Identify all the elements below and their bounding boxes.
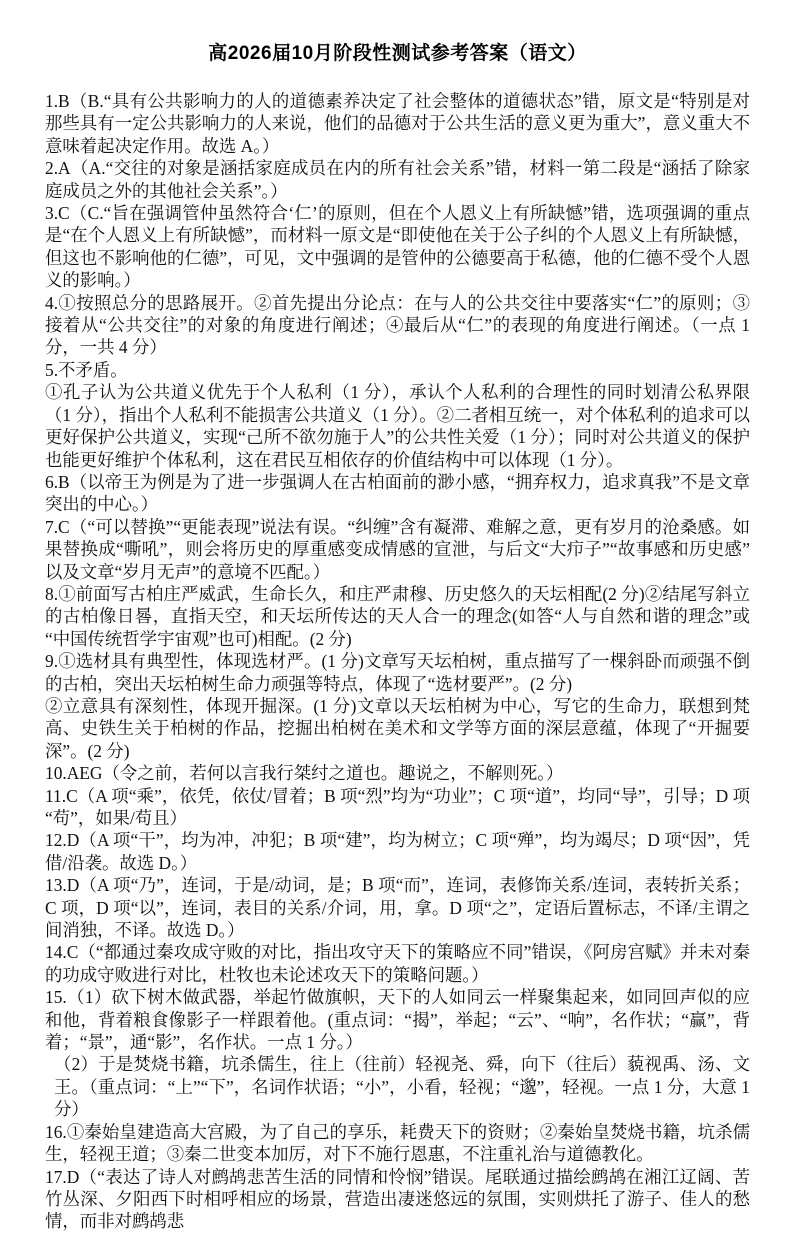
answer-q14: 14.C（“都通过秦攻成守败的对比，指出攻守天下的策略应不同”错误，《阿房宫赋》并未对秦的功成守败进行对比，杜牧也未论述攻天下的策略问题。） [45, 942, 750, 985]
answer-q15-part2: （2）于是焚烧书籍，坑杀儒生，往上（往前）轻视尧、舜，向下（往后）藐视禹、汤、文王。（重点词：“上”“下”，名词作状语；“小”，小看，轻视；“邈”，轻视。一点 1 分，大意 1 分） [54, 1054, 750, 1120]
answer-q3: 3.C（C.“旨在强调管仲虽然符合‘仁’的原则，但在个人恩义上有所缺憾”错，选项强调的重点是“在个人恩义上有所缺憾”，而材料一原文是“即使他在关于公子纠的个人恩义上有所缺憾，但这也不影响他的仁德”，可见，文中强调的是管仲的公德要高于私德，他的仁德不受个人恩义的影响。） [45, 203, 750, 291]
answer-q7: 7.C（“可以替换”“更能表现”说法有误。“纠缠”含有凝滞、难解之意，更有岁月的沧桑感。如果替换成“嘶吼”，则会将历史的厚重感变成情感的宣泄，与后文“大疖子”“故事感和历史感”以及文章“岁月无声”的意境不匹配。） [45, 516, 750, 582]
answer-q5: 5.不矛盾。 [45, 359, 128, 380]
answer-q4: 4.①按照总分的思路展开。②首先提出分论点：在与人的公共交往中要落实“仁”的原则；③接着从“公共交往”的对象的角度进行阐述；④最后从“仁”的表现的角度进行阐述。（一点 1 分，一共 4 分） [45, 292, 750, 358]
answer-q1: 1.B（B.“具有公共影响力的人的道德素养决定了社会整体的道德状态”错，原文是“特别是对那些具有一定公共影响力的人来说，他们的品德对于公共生活的意义更为重大”，意义重大不意味着起决定作用。故选 A。） [45, 91, 750, 156]
answer-q11: 11.C（A 项“乘”，依凭，依仗/冒着；B 项“烈”均为“功业”；C 项“道”，均同“导”，引导；D 项“苟”，如果/苟且） [45, 785, 750, 828]
answer-q17: 17.D（“表达了诗人对鹧鸪悲苦生活的同情和怜悯”错误。尾联通过描绘鹧鸪在湘江辽阔、苦竹丛深、夕阳西下时相呼相应的场景，营造出凄迷悠远的氛围，实则烘托了游子、佳人的愁情，而非对鹧鸪悲 [45, 1166, 750, 1232]
answer-q10: 10.AEG（令之前，若何以言我行桀纣之道也。趣说之，不解则死。） [45, 763, 564, 784]
answer-list [45, 90, 750, 1233]
answer-q9-point2: ②立意具有深刻性，体现开掘深。(1 分)文章以天坛柏树为中心，写它的生命力，联想到梵高、史铁生关于柏树的作品，挖掘出柏树在美术和文学等方面的深层意蕴，体现了“开掘要深”。(2 分) [45, 695, 750, 761]
answer-q16: 16.①秦始皇建造高大宫殿，为了自己的享乐，耗费天下的资财；②秦始皇焚烧书籍，坑杀儒生，轻视王道；③秦二世变本加厉，对下不施行恩惠，不注重礼治与道德教化。 [45, 1121, 750, 1165]
answer-q9-point1: 9.①选材具有典型性，体现选材严。(1 分)文章写天坛柏树，重点描写了一棵斜卧而顽强不倒的古柏，突出天坛柏树生命力顽强等特点，体现了“选材要严”。(2 分) [45, 651, 750, 694]
answer-q6: 6.B（以帝王为例是为了进一步强调人在古柏面前的渺小感，“拥弃权力，追求真我”不是文章突出的中心。） [45, 471, 750, 515]
answer-q5-detail: ①孔子认为公共道义优先于个人私利（1 分），承认个人私利的合理性的同时划清公私界限（1 分），指出个人私利不能损害公共道义（1 分）。②二者相互统一，对个体私利的追求可以更好保护公共道义，实现“己所不欲勿施于人”的公共性关爱（1 分）；同时对公共道义的保护也能更好维护个体私利，这在君民互相依存的价值结构中可以体现（1 分）。 [45, 382, 750, 470]
answer-q15-part1: 15.（1）砍下树木做武器，举起竹做旗帜，天下的人如同云一样聚集起来，如同回声似的应和他，背着粮食像影子一样跟着他。(重点词：“揭”，举起；“云”、“响”，名作状；“赢”，背着；“景”，通“影”，名作状。一点 1 分。） [45, 987, 750, 1053]
page-title: 高2026届10月阶段性测试参考答案（语文） [208, 43, 587, 64]
answer-q2: 2.A（A.“交往的对象是涵括家庭成员在内的所有社会关系”错，材料一第二段是“涵括了除家庭成员之外的其他社会关系”。） [45, 158, 750, 201]
answer-q8: 8.①前面写古柏庄严威武，生命长久，和庄严肃穆、历史悠久的天坛相配(2 分)②结尾写斜立的古柏像日晷，直指天空，和天坛所传达的天人合一的理念(如答“人与自然和谐的理念”或“中国传统哲学宇宙观”也可)相配。(2 分) [45, 583, 750, 649]
answer-q13: 13.D（A 项“乃”，连词，于是/动词，是；B 项“而”，连词，表修饰关系/连词，表转折关系；C 项，D 项“以”，连词，表目的关系/介词，用，拿。D 项“之”，定语后置标志，不译/主谓之间消独，不译。故选 D。） [45, 875, 750, 941]
answer-q12: 12.D（A 项“干”，均为冲，冲犯；B 项“建”，均为树立；C 项“殚”，均为竭尽；D 项“因”，凭借/沿袭。故选 D。） [45, 830, 750, 873]
